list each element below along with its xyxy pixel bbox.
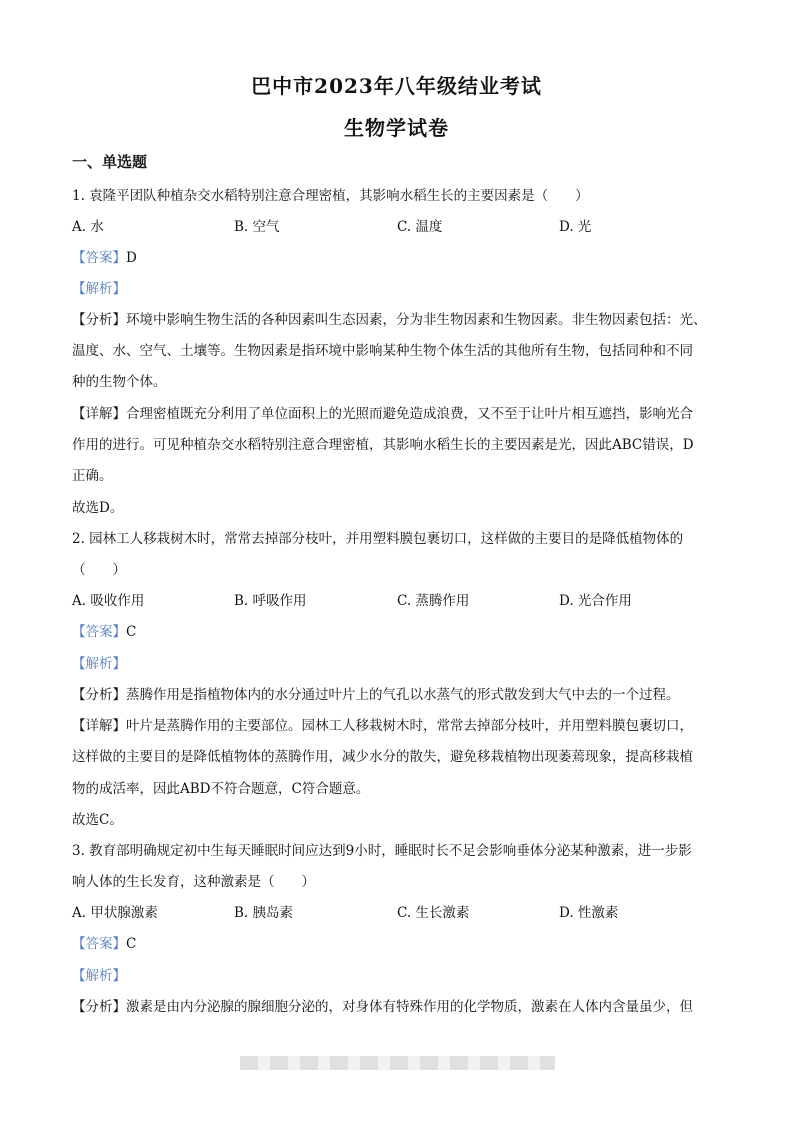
blurred-watermark <box>240 1056 555 1070</box>
q2-option-d: D. 光合作用 <box>559 593 632 609</box>
answer-tag: 【答案】 <box>72 624 126 640</box>
q1-fenxi-line-1: 【分析】环境中影响生物生活的各种因素叫生态因素，分为非生物因素和生物因素。非生物因素包括：光、 <box>72 312 707 328</box>
q1-xiangjie-line-2: 作用的进行。可见种植杂交水稻特别注意合理密植，其影响水稻生长的主要因素是光，因此ABC错误，D <box>72 437 694 453</box>
q1-analysis-tag: 【解析】 <box>72 281 126 297</box>
q3-answer: 【答案】C <box>72 936 137 952</box>
q1-option-b: B. 空气 <box>234 219 280 235</box>
answer-tag: 【答案】 <box>72 250 126 266</box>
q1-xiangjie-line-1: 【详解】合理密植既充分利用了单位面积上的光照而避免造成浪费，又不至于让叶片相互遮挡，影响光合 <box>72 406 693 422</box>
q1-fenxi-line-3: 种的生物个体。 <box>72 374 167 390</box>
q2-xiangjie-line-2: 这样做的主要目的是降低植物体的蒸腾作用，减少水分的散失，避免移栽植物出现萎蔫现象，提高移栽植 <box>72 749 693 765</box>
q2-option-a: A. 吸收作用 <box>72 593 145 609</box>
q1-conclusion: 故选D。 <box>72 500 124 516</box>
q2-option-c: C. 蒸腾作用 <box>397 593 470 609</box>
q2-xiangjie-line-3: 物的成活率，因此ABD不符合题意，C符合题意。 <box>72 781 370 797</box>
q2-stem-line-1: 2. 园林工人移栽树木时，常常去掉部分枝叶，并用塑料膜包裹切口，这样做的主要目的是降低植物体的 <box>72 531 684 547</box>
q3-option-d: D. 性激素 <box>559 905 619 921</box>
q3-stem-line-2: 响人体的生长发育，这种激素是（ ） <box>72 874 315 890</box>
q1-option-d: D. 光 <box>559 219 592 235</box>
exam-subtitle: 生物学试卷 <box>344 116 449 140</box>
q1-option-a: A. 水 <box>72 219 104 235</box>
q3-option-b: B. 胰岛素 <box>234 905 294 921</box>
q3-option-c: C. 生长激素 <box>397 905 470 921</box>
q2-fenxi-line-1: 【分析】蒸腾作用是指植物体内的水分通过叶片上的气孔以水蒸气的形式散发到大气中去的一个过程。 <box>72 687 680 703</box>
q3-fenxi-line-1: 【分析】激素是由内分泌腺的腺细胞分泌的，对身体有特殊作用的化学物质，激素在人体内含量虽少，但 <box>72 999 693 1015</box>
q2-stem-line-2: （ ） <box>72 562 126 578</box>
q3-analysis-tag: 【解析】 <box>72 968 126 984</box>
q1-stem: 1. 袁隆平团队种植杂交水稻特别注意合理密植，其影响水稻生长的主要因素是（ ） <box>72 188 589 204</box>
q1-answer: 【答案】D <box>72 250 137 266</box>
answer-tag: 【答案】 <box>72 936 126 952</box>
q3-stem-line-1: 3. 教育部明确规定初中生每天睡眠时间应达到9小时，睡眠时长不足会影响垂体分泌某种激素，进一步影 <box>72 843 692 859</box>
q1-option-c: C. 温度 <box>397 219 443 235</box>
q2-xiangjie-line-1: 【详解】叶片是蒸腾作用的主要部位。园林工人移栽树木时，常常去掉部分枝叶，并用塑料膜包裹切口， <box>72 718 693 734</box>
q2-answer: 【答案】C <box>72 624 137 640</box>
q2-conclusion: 故选C。 <box>72 812 123 828</box>
q2-option-b: B. 呼吸作用 <box>234 593 307 609</box>
q2-analysis-tag: 【解析】 <box>72 656 126 672</box>
section-heading: 一、单选题 <box>72 153 148 171</box>
q1-xiangjie-line-3: 正确。 <box>72 468 113 484</box>
q1-fenxi-line-2: 温度、水、空气、土壤等。生物因素是指环境中影响某种生物个体生活的其他所有生物，包括同种和不同 <box>72 343 693 359</box>
q3-option-a: A. 甲状腺激素 <box>72 905 158 921</box>
exam-title: 巴中市2023年八年级结业考试 <box>251 74 542 98</box>
